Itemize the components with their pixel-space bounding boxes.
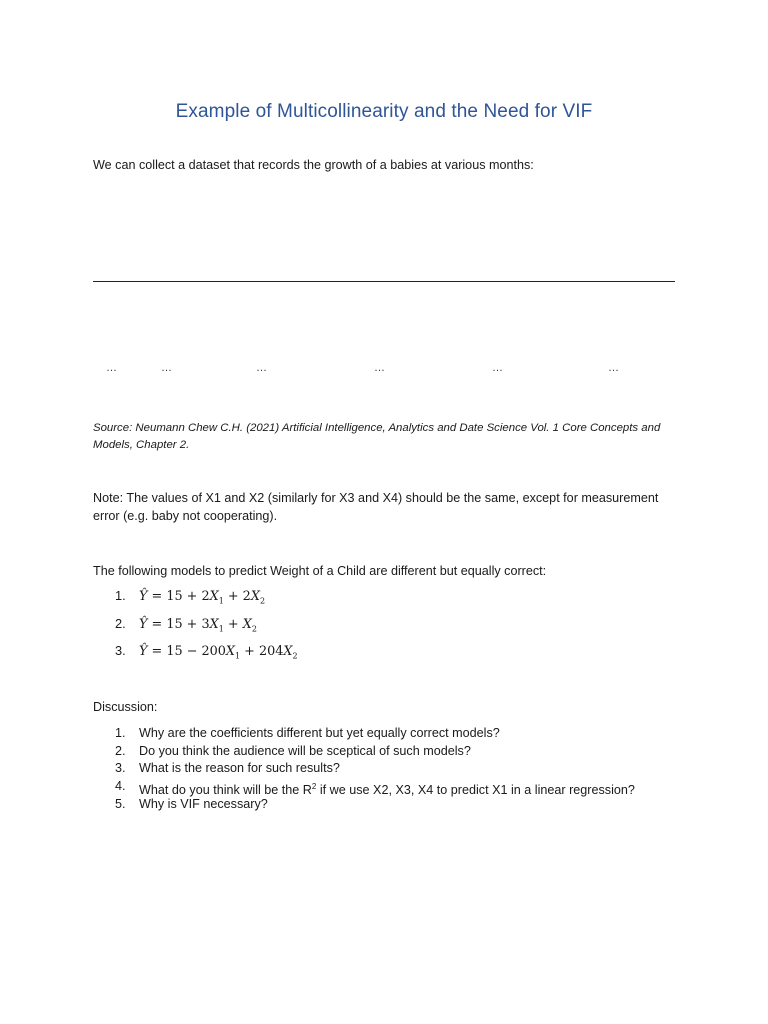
model-equation: Ŷ = $15 + 2X_1 + 2X_2$	[139, 589, 266, 606]
list-number: 3.	[115, 761, 126, 776]
models-intro: The following models to predict Weight of a Child are different but equally correct:	[93, 564, 547, 578]
source-citation: Source: Neumann Chew C.H. (2021) Artificial Intelligence, Analytics and Date Science Vol. 1 Core Concepts and Models, Chapter 2.	[93, 422, 661, 451]
ellipsis-row	[0, 362, 768, 376]
discussion-question: Do you think the audience will be sceptical of such models?	[139, 743, 471, 758]
discussion-question: Why are the coefficients different but yet equally correct models?	[139, 726, 500, 740]
list-number: 3.	[115, 643, 126, 658]
model-item	[115, 643, 515, 671]
discussion-item	[115, 743, 715, 761]
discussion-question: Why is VIF necessary?	[139, 796, 268, 811]
discussion-item	[115, 725, 715, 743]
model-equation: Ŷ = $15 - 200X_1 + 204X_2$	[139, 644, 298, 661]
list-number: 2.	[115, 615, 126, 631]
ellipsis: …	[161, 362, 173, 374]
ellipsis: …	[374, 362, 386, 374]
discussion-heading: Discussion:	[93, 700, 158, 714]
model-item	[115, 588, 515, 616]
model-equation: Ŷ = $15 + 3X_1 + X_2$	[139, 616, 257, 634]
list-number: 1.	[115, 588, 126, 603]
page-title: Example of Multicollinearity and the Need for VIF	[175, 101, 593, 122]
model-item	[115, 616, 515, 644]
note-paragraph: Note: The values of X1 and X2 (similarly for X3 and X4) should be the same, except for measurement error (e.g. baby not cooperating).	[93, 491, 659, 523]
discussion-item	[115, 760, 715, 778]
discussion-question: What do you think will be the $R^2$ if we use X2, X3, X4 to predict X1 in a linear regression?	[139, 782, 635, 798]
list-number: 5.	[115, 796, 126, 811]
table-rule	[93, 281, 675, 282]
discussion-list	[115, 725, 715, 813]
list-number: 1.	[115, 726, 126, 740]
models-list	[115, 588, 515, 671]
ellipsis: …	[256, 362, 268, 374]
list-number: 4.	[115, 779, 126, 794]
ellipsis: …	[106, 362, 118, 374]
discussion-item	[115, 778, 715, 796]
discussion-item	[115, 796, 715, 814]
discussion-question: What is the reason for such results?	[139, 761, 340, 776]
ellipsis: …	[608, 362, 620, 374]
ellipsis: …	[492, 362, 504, 374]
intro-paragraph: We can collect a dataset that records the growth of a babies at various months:	[93, 158, 534, 172]
list-number: 2.	[115, 743, 126, 758]
